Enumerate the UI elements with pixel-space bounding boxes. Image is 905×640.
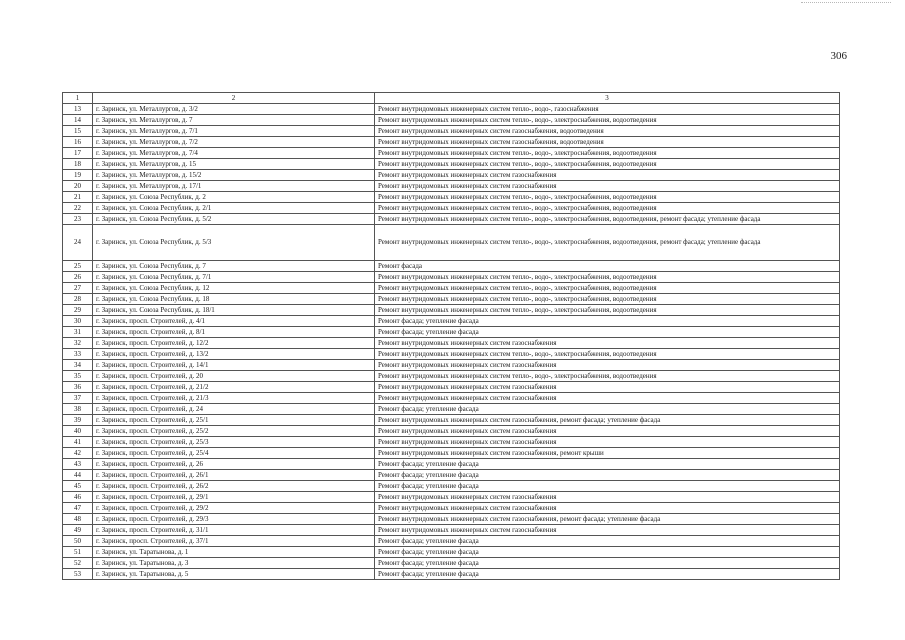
address-cell: г. Заринск, просп. Строителей, д. 12/2 [93, 338, 375, 349]
table-row [63, 261, 840, 272]
table-row [63, 569, 840, 580]
works-cell: Ремонт фасада; утепление фасада [375, 327, 840, 338]
address-cell: г. Заринск, ул. Союза Республик, д. 7/1 [93, 272, 375, 283]
address-cell: г. Заринск, просп. Строителей, д. 14/1 [93, 360, 375, 371]
address-cell: г. Заринск, ул. Металлургов, д. 15/2 [93, 170, 375, 181]
row-number-cell: 18 [63, 159, 93, 170]
row-number-cell: 53 [63, 569, 93, 580]
table-row [63, 503, 840, 514]
row-number-cell: 49 [63, 525, 93, 536]
works-cell: Ремонт внутридомовых инженерных систем тепло-, водо-, электроснабжения, водоотведения [375, 371, 840, 382]
works-cell: Ремонт внутридомовых инженерных систем газоснабжения [375, 338, 840, 349]
address-cell: г. Заринск, ул. Металлургов, д. 7 [93, 115, 375, 126]
works-cell: Ремонт внутридомовых инженерных систем тепло-, водо-, электроснабжения, водоотведения [375, 115, 840, 126]
table-row [63, 203, 840, 214]
address-cell: г. Заринск, просп. Строителей, д. 8/1 [93, 327, 375, 338]
works-cell: Ремонт внутридомовых инженерных систем газоснабжения [375, 426, 840, 437]
works-cell: Ремонт внутридомовых инженерных систем газоснабжения [375, 437, 840, 448]
works-cell: Ремонт внутридомовых инженерных систем тепло-, водо-, электроснабжения, водоотведения [375, 148, 840, 159]
address-cell: г. Заринск, просп. Строителей, д. 29/1 [93, 492, 375, 503]
address-cell: г. Заринск, просп. Строителей, д. 25/2 [93, 426, 375, 437]
works-cell: Ремонт фасада; утепление фасада [375, 470, 840, 481]
works-cell: Ремонт фасада; утепление фасада [375, 316, 840, 327]
header-cell-number: 1 [63, 93, 93, 104]
works-cell: Ремонт внутридомовых инженерных систем тепло-, водо-, электроснабжения, водоотведения [375, 159, 840, 170]
address-cell: г. Заринск, ул. Таратынова, д. 3 [93, 558, 375, 569]
works-cell: Ремонт внутридомовых инженерных систем тепло-, водо-, электроснабжения, водоотведения [375, 192, 840, 203]
works-cell: Ремонт внутридомовых инженерных систем газоснабжения [375, 503, 840, 514]
table-row [63, 316, 840, 327]
row-number-cell: 50 [63, 536, 93, 547]
row-number-cell: 39 [63, 415, 93, 426]
table-row [63, 393, 840, 404]
table-row [63, 536, 840, 547]
repair-works-table [62, 92, 840, 580]
address-cell: г. Заринск, ул. Союза Республик, д. 5/2 [93, 214, 375, 225]
address-cell: г. Заринск, просп. Строителей, д. 26/2 [93, 481, 375, 492]
table-row [63, 382, 840, 393]
works-cell: Ремонт внутридомовых инженерных систем газоснабжения [375, 525, 840, 536]
address-cell: г. Заринск, ул. Металлургов, д. 17/1 [93, 181, 375, 192]
table-row [63, 437, 840, 448]
table-row [63, 283, 840, 294]
works-cell: Ремонт внутридомовых инженерных систем тепло-, водо-, электроснабжения, водоотведения [375, 272, 840, 283]
address-cell: г. Заринск, просп. Строителей, д. 29/2 [93, 503, 375, 514]
table-row [63, 181, 840, 192]
table-row [63, 327, 840, 338]
address-cell: г. Заринск, просп. Строителей, д. 21/2 [93, 382, 375, 393]
table-row [63, 159, 840, 170]
table-row [63, 349, 840, 360]
table-row [63, 448, 840, 459]
row-number-cell: 38 [63, 404, 93, 415]
row-number-cell: 22 [63, 203, 93, 214]
works-cell: Ремонт внутридомовых инженерных систем тепло-, водо-, электроснабжения, водоотведения [375, 349, 840, 360]
works-cell: Ремонт внутридомовых инженерных систем газоснабжения, водоотведения [375, 126, 840, 137]
table-row [63, 415, 840, 426]
table-row [63, 148, 840, 159]
address-cell: г. Заринск, просп. Строителей, д. 26 [93, 459, 375, 470]
works-cell: Ремонт фасада [375, 261, 840, 272]
row-number-cell: 13 [63, 104, 93, 115]
row-number-cell: 19 [63, 170, 93, 181]
works-cell: Ремонт внутридомовых инженерных систем газоснабжения [375, 393, 840, 404]
works-cell: Ремонт внутридомовых инженерных систем газоснабжения [375, 382, 840, 393]
scan-edge-mark [801, 2, 891, 3]
table-row [63, 360, 840, 371]
address-cell: г. Заринск, ул. Металлургов, д. 7/1 [93, 126, 375, 137]
address-cell: г. Заринск, просп. Строителей, д. 37/1 [93, 536, 375, 547]
address-cell: г. Заринск, ул. Союза Республик, д. 5/3 [93, 225, 375, 261]
row-number-cell: 43 [63, 459, 93, 470]
address-cell: г. Заринск, просп. Строителей, д. 24 [93, 404, 375, 415]
works-cell: Ремонт внутридомовых инженерных систем тепло-, водо-, электроснабжения, водоотведения [375, 203, 840, 214]
row-number-cell: 14 [63, 115, 93, 126]
table-row [63, 481, 840, 492]
address-cell: г. Заринск, ул. Союза Республик, д. 7 [93, 261, 375, 272]
table-row [63, 470, 840, 481]
row-number-cell: 20 [63, 181, 93, 192]
works-cell: Ремонт внутридомовых инженерных систем газоснабжения [375, 170, 840, 181]
row-number-cell: 15 [63, 126, 93, 137]
address-cell: г. Заринск, ул. Металлургов, д. 7/4 [93, 148, 375, 159]
table-row [63, 115, 840, 126]
works-cell: Ремонт фасада; утепление фасада [375, 558, 840, 569]
row-number-cell: 44 [63, 470, 93, 481]
row-number-cell: 25 [63, 261, 93, 272]
address-cell: г. Заринск, ул. Союза Республик, д. 12 [93, 283, 375, 294]
header-cell-works: 3 [375, 93, 840, 104]
row-number-cell: 42 [63, 448, 93, 459]
table-row [63, 459, 840, 470]
row-number-cell: 52 [63, 558, 93, 569]
table-row [63, 426, 840, 437]
table-row [63, 126, 840, 137]
table-row [63, 272, 840, 283]
works-cell: Ремонт внутридомовых инженерных систем газоснабжения [375, 492, 840, 503]
table-row [63, 225, 840, 261]
works-cell: Ремонт фасада; утепление фасада [375, 459, 840, 470]
header-cell-address: 2 [93, 93, 375, 104]
address-cell: г. Заринск, просп. Строителей, д. 21/3 [93, 393, 375, 404]
page-number: 306 [830, 50, 847, 62]
address-cell: г. Заринск, ул. Союза Республик, д. 2 [93, 192, 375, 203]
address-cell: г. Заринск, ул. Таратынова, д. 5 [93, 569, 375, 580]
address-cell: г. Заринск, ул. Металлургов, д. 15 [93, 159, 375, 170]
works-cell: Ремонт внутридомовых инженерных систем газоснабжения, ремонт фасада; утепление фасада [375, 415, 840, 426]
row-number-cell: 48 [63, 514, 93, 525]
address-cell: г. Заринск, просп. Строителей, д. 4/1 [93, 316, 375, 327]
table-row [63, 137, 840, 148]
address-cell: г. Заринск, просп. Строителей, д. 20 [93, 371, 375, 382]
address-cell: г. Заринск, ул. Таратынова, д. 1 [93, 547, 375, 558]
works-cell: Ремонт фасада; утепление фасада [375, 404, 840, 415]
table-row [63, 104, 840, 115]
table-row [63, 404, 840, 415]
works-cell: Ремонт внутридомовых инженерных систем тепло-, водо-, электроснабжения, водоотведения, ремонт фасада; утепление фасада [375, 214, 840, 225]
works-cell: Ремонт внутридомовых инженерных систем газоснабжения [375, 181, 840, 192]
row-number-cell: 26 [63, 272, 93, 283]
row-number-cell: 28 [63, 294, 93, 305]
address-cell: г. Заринск, просп. Строителей, д. 25/4 [93, 448, 375, 459]
row-number-cell: 17 [63, 148, 93, 159]
works-cell: Ремонт внутридомовых инженерных систем тепло-, водо-, электроснабжения, водоотведения [375, 305, 840, 316]
row-number-cell: 33 [63, 349, 93, 360]
works-cell: Ремонт внутридомовых инженерных систем газоснабжения [375, 360, 840, 371]
table-row [63, 525, 840, 536]
works-cell: Ремонт внутридомовых инженерных систем тепло-, водо-, электроснабжения, водоотведения [375, 294, 840, 305]
works-cell: Ремонт фасада; утепление фасада [375, 569, 840, 580]
table-row [63, 514, 840, 525]
address-cell: г. Заринск, просп. Строителей, д. 25/1 [93, 415, 375, 426]
row-number-cell: 41 [63, 437, 93, 448]
row-number-cell: 40 [63, 426, 93, 437]
table-row [63, 214, 840, 225]
row-number-cell: 32 [63, 338, 93, 349]
row-number-cell: 37 [63, 393, 93, 404]
row-number-cell: 47 [63, 503, 93, 514]
address-cell: г. Заринск, ул. Металлургов, д. 3/2 [93, 104, 375, 115]
works-cell: Ремонт внутридомовых инженерных систем газоснабжения, ремонт крыши [375, 448, 840, 459]
address-cell: г. Заринск, просп. Строителей, д. 25/3 [93, 437, 375, 448]
row-number-cell: 29 [63, 305, 93, 316]
address-cell: г. Заринск, просп. Строителей, д. 13/2 [93, 349, 375, 360]
row-number-cell: 45 [63, 481, 93, 492]
row-number-cell: 46 [63, 492, 93, 503]
works-cell: Ремонт внутридомовых инженерных систем тепло-, водо-, газоснабжения [375, 104, 840, 115]
table-row [63, 170, 840, 181]
table-header-row [63, 93, 840, 104]
address-cell: г. Заринск, просп. Строителей, д. 26/1 [93, 470, 375, 481]
row-number-cell: 23 [63, 214, 93, 225]
row-number-cell: 51 [63, 547, 93, 558]
address-cell: г. Заринск, ул. Металлургов, д. 7/2 [93, 137, 375, 148]
row-number-cell: 31 [63, 327, 93, 338]
works-cell: Ремонт внутридомовых инженерных систем газоснабжения, водоотведения [375, 137, 840, 148]
address-cell: г. Заринск, просп. Строителей, д. 31/1 [93, 525, 375, 536]
row-number-cell: 34 [63, 360, 93, 371]
row-number-cell: 27 [63, 283, 93, 294]
table-row [63, 294, 840, 305]
works-cell: Ремонт фасада; утепление фасада [375, 547, 840, 558]
address-cell: г. Заринск, ул. Союза Республик, д. 18/1 [93, 305, 375, 316]
works-cell: Ремонт внутридомовых инженерных систем газоснабжения, ремонт фасада; утепление фасада [375, 514, 840, 525]
table-row [63, 547, 840, 558]
row-number-cell: 30 [63, 316, 93, 327]
table-row [63, 305, 840, 316]
row-number-cell: 16 [63, 137, 93, 148]
row-number-cell: 24 [63, 225, 93, 261]
address-cell: г. Заринск, ул. Союза Республик, д. 18 [93, 294, 375, 305]
row-number-cell: 35 [63, 371, 93, 382]
table-row [63, 492, 840, 503]
works-cell: Ремонт внутридомовых инженерных систем тепло-, водо-, электроснабжения, водоотведения [375, 283, 840, 294]
table-row [63, 192, 840, 203]
row-number-cell: 21 [63, 192, 93, 203]
address-cell: г. Заринск, просп. Строителей, д. 29/3 [93, 514, 375, 525]
works-cell: Ремонт фасада; утепление фасада [375, 536, 840, 547]
row-number-cell: 36 [63, 382, 93, 393]
table-row [63, 558, 840, 569]
works-cell: Ремонт внутридомовых инженерных систем тепло-, водо-, электроснабжения, водоотведения, ремонт фасада; утепление фасада [375, 225, 840, 261]
address-cell: г. Заринск, ул. Союза Республик, д. 2/1 [93, 203, 375, 214]
works-cell: Ремонт фасада; утепление фасада [375, 481, 840, 492]
table-row [63, 338, 840, 349]
table-row [63, 371, 840, 382]
